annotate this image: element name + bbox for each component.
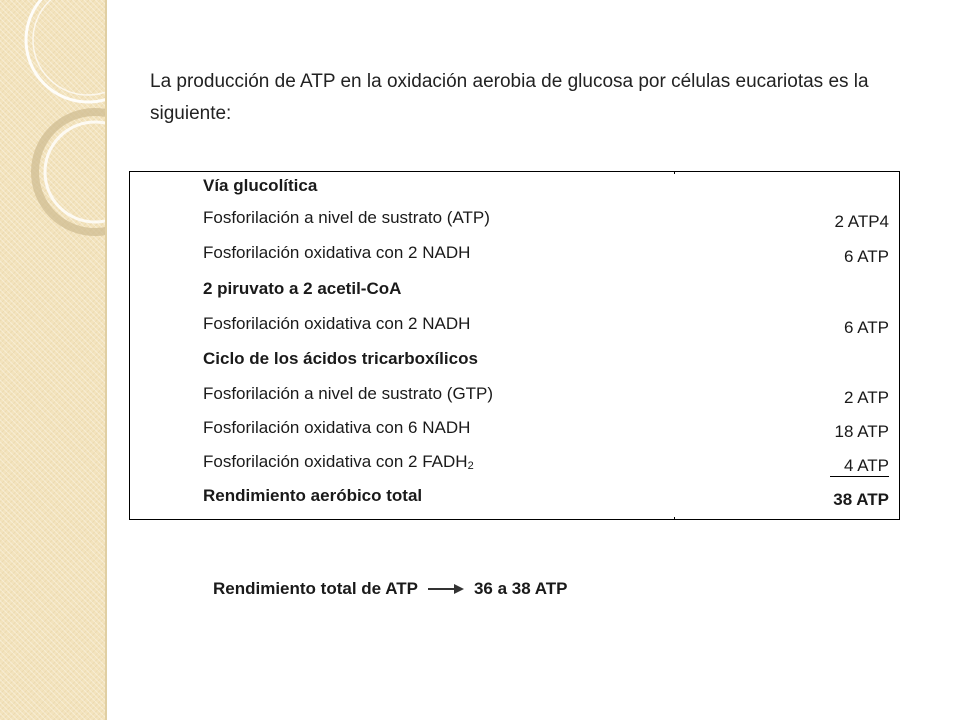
row-label: Fosforilación oxidativa con 6 NADH (203, 418, 471, 437)
row-value: 6 ATP (843, 318, 889, 337)
summary-value: 36 a 38 ATP (473, 579, 568, 598)
row-label-text: Fosforilación oxidativa con 2 FADH (203, 452, 468, 471)
row-value: 2 ATP4 (834, 212, 889, 231)
atp-yield-table (129, 171, 900, 520)
row-value: 4 ATP (830, 456, 889, 477)
row-value: 2 ATP (843, 388, 889, 407)
intro-text: La producción de ATP en la oxidación aerobia de glucosa por células eucariotas es la siguiente: (150, 71, 869, 124)
row-label: Fosforilación oxidativa con 2 NADH (203, 314, 471, 333)
table-row (203, 345, 889, 379)
table-row (203, 310, 889, 344)
section-heading: Vía glucolítica (203, 176, 318, 195)
table-row (203, 204, 889, 238)
summary-line (213, 579, 568, 599)
table-row (203, 172, 889, 206)
table-row (203, 414, 889, 448)
total-value: 38 ATP (833, 490, 889, 509)
decorative-sidebar (0, 0, 105, 720)
summary-label: Rendimiento total de ATP (213, 579, 418, 598)
sidebar-edge (105, 0, 107, 720)
arrow-right-icon (428, 583, 464, 595)
row-label: Fosforilación a nivel de sustrato (ATP) (203, 208, 490, 227)
table-row (203, 448, 889, 482)
row-value: 6 ATP (843, 247, 889, 266)
row-value: 18 ATP (834, 422, 889, 441)
row-label (203, 452, 474, 472)
section-heading: Ciclo de los ácidos tricarboxílicos (203, 349, 478, 368)
row-label: Fosforilación a nivel de sustrato (GTP) (203, 384, 494, 403)
table-row (203, 275, 889, 309)
table-row (203, 239, 889, 273)
total-label: Rendimiento aeróbico total (203, 486, 423, 505)
table-row (203, 380, 889, 414)
row-label-subscript: 2 (467, 460, 474, 472)
decorative-rings-icon (0, 0, 105, 720)
section-heading: 2 piruvato a 2 acetil-CoA (203, 279, 402, 298)
table-row-total (203, 482, 889, 516)
row-label: Fosforilación oxidativa con 2 NADH (203, 243, 471, 262)
column-divider-bottom (674, 517, 675, 519)
